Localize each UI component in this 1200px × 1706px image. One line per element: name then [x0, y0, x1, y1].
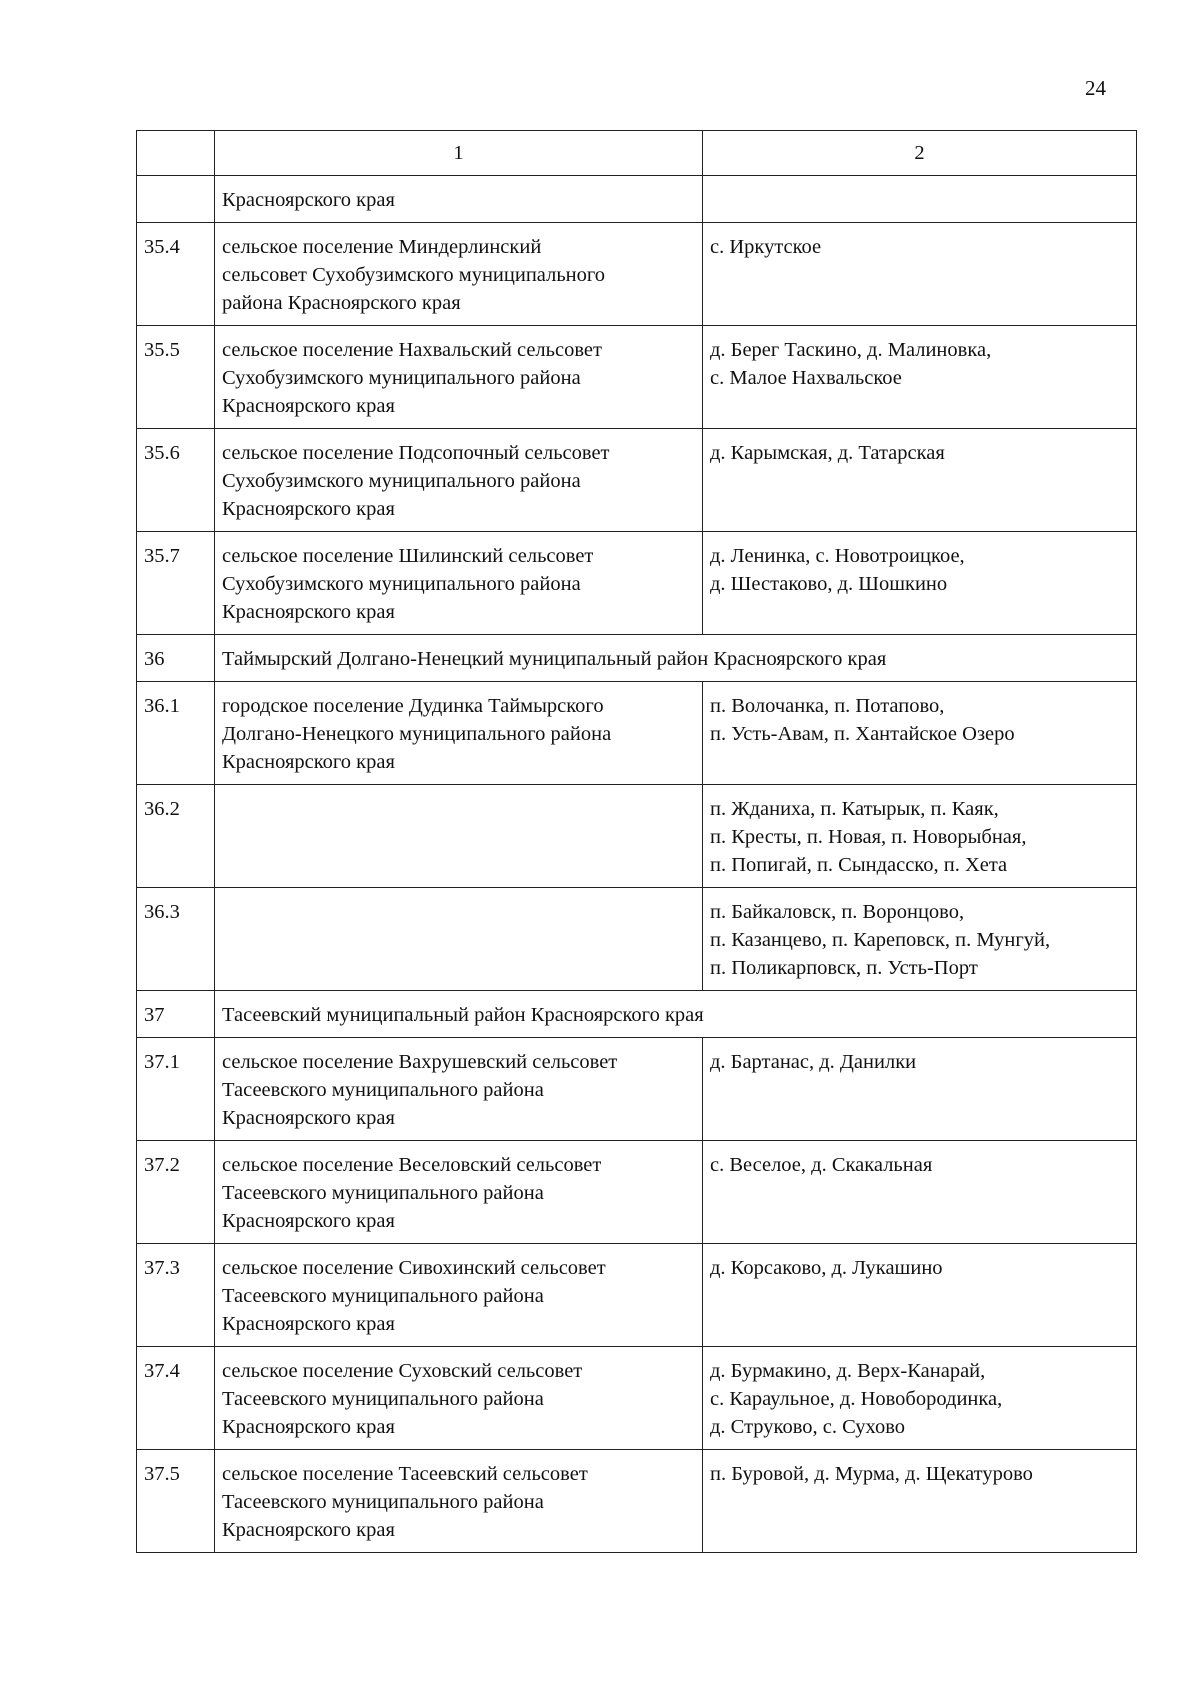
municipality-name-line: Сухобузимского муниципального района — [222, 573, 581, 595]
table-row — [137, 991, 1137, 1038]
row-number-cell: 35.4 — [137, 223, 215, 326]
settlements-line: п. Кресты, п. Новая, п. Новорыбная, — [710, 826, 1027, 848]
municipality-name-line: сельсовет Сухобузимского муниципального — [222, 264, 606, 286]
municipality-name-cell — [215, 1347, 703, 1450]
settlements-cell — [703, 1038, 1137, 1141]
municipality-name-line: Красноярского края — [222, 1519, 395, 1541]
settlements-line: п. Буровой, д. Мурма, д. Щекатурово — [710, 1463, 1033, 1485]
row-number-cell: 36.1 — [137, 682, 215, 785]
row-number-cell: 36.2 — [137, 785, 215, 888]
municipality-name-line: Тасеевского муниципального района — [222, 1285, 544, 1307]
table-row — [137, 532, 1137, 635]
settlements-line: п. Попигай, п. Сындасско, п. Хета — [710, 854, 1008, 876]
row-number-cell: 37.3 — [137, 1244, 215, 1347]
municipality-name-line: сельское поселение Тасеевский сельсовет — [222, 1463, 588, 1485]
table-row — [137, 326, 1137, 429]
settlements-cell — [703, 1347, 1137, 1450]
table-row — [137, 888, 1137, 991]
municipality-name-line: Красноярского края — [222, 1107, 395, 1129]
table-row — [137, 1038, 1137, 1141]
municipality-name-cell — [215, 176, 703, 223]
district-name-cell: Тасеевский муниципальный район Красноярского края — [215, 991, 1137, 1038]
municipality-name-cell — [215, 1038, 703, 1141]
settlements-cell — [703, 682, 1137, 785]
settlements-line: с. Веселое, д. Скакальная — [710, 1154, 933, 1176]
municipality-name-line: Красноярского края — [222, 189, 395, 211]
municipality-name-line: Красноярского края — [222, 1210, 395, 1232]
settlements-line: д. Струково, с. Сухово — [710, 1416, 906, 1438]
municipality-name-line: сельское поселение Шилинский сельсовет — [222, 545, 594, 567]
header-cell-1: 1 — [215, 131, 703, 176]
municipality-name-line: сельское поселение Нахвальский сельсовет — [222, 339, 602, 361]
table-row — [137, 682, 1137, 785]
header-cell-empty — [137, 131, 215, 176]
settlements-cell — [703, 532, 1137, 635]
settlements-line: д. Карымская, д. Татарская — [710, 442, 945, 464]
municipality-name-cell — [215, 429, 703, 532]
settlements-line: с. Караульное, д. Новобородинка, — [710, 1388, 1003, 1410]
municipality-name-line: сельское поселение Миндерлинский — [222, 236, 542, 258]
settlements-line: д. Бартанас, д. Данилки — [710, 1051, 917, 1073]
settlements-line: п. Усть-Авам, п. Хантайское Озеро — [710, 723, 1015, 745]
municipality-name-line: Красноярского края — [222, 498, 395, 520]
municipality-name-cell — [215, 1141, 703, 1244]
row-number-cell: 37.1 — [137, 1038, 215, 1141]
table-row — [137, 176, 1137, 223]
district-name-cell: Таймырский Долгано-Ненецкий муниципальный район Красноярского края — [215, 635, 1137, 682]
municipality-name-line: Сухобузимского муниципального района — [222, 470, 581, 492]
municipality-name-cell — [215, 326, 703, 429]
municipality-name-line: сельское поселение Сивохинский сельсовет — [222, 1257, 606, 1279]
settlements-cell — [703, 888, 1137, 991]
settlements-cell — [703, 176, 1137, 223]
row-number-cell: 35.5 — [137, 326, 215, 429]
municipality-name-line: сельское поселение Веселовский сельсовет — [222, 1154, 602, 1176]
table-body — [137, 131, 1137, 1553]
settlements-line: п. Байкаловск, п. Воронцово, — [710, 901, 965, 923]
settlements-line: д. Бурмакино, д. Верх-Канарай, — [710, 1360, 986, 1382]
municipality-name-cell — [215, 682, 703, 785]
row-number-cell: 36.3 — [137, 888, 215, 991]
municipality-name-line: сельское поселение Вахрушевский сельсовет — [222, 1051, 618, 1073]
row-number-cell: 35.7 — [137, 532, 215, 635]
municipality-name-line: Красноярского края — [222, 1416, 395, 1438]
settlements-cell — [703, 785, 1137, 888]
municipality-name-cell — [215, 1244, 703, 1347]
table-row — [137, 223, 1137, 326]
municipality-name-line: сельское поселение Подсопочный сельсовет — [222, 442, 610, 464]
settlements-line: д. Шестаково, д. Шошкино — [710, 573, 948, 595]
settlements-line: д. Ленинка, с. Новотроицкое, — [710, 545, 965, 567]
settlements-cell — [703, 326, 1137, 429]
row-number-cell — [137, 176, 215, 223]
municipality-name-line: Красноярского края — [222, 601, 395, 623]
municipality-name-line: Красноярского края — [222, 1313, 395, 1335]
municipality-name-line: городское поселение Дудинка Таймырского — [222, 695, 604, 717]
table-row — [137, 1141, 1137, 1244]
header-cell-2: 2 — [703, 131, 1137, 176]
municipality-name-cell — [215, 1450, 703, 1553]
municipality-name-line: сельское поселение Суховский сельсовет — [222, 1360, 583, 1382]
municipality-name-cell — [215, 888, 703, 991]
municipality-name-line: Долгано-Ненецкого муниципального района — [222, 723, 612, 745]
table-row — [137, 429, 1137, 532]
municipality-name-cell — [215, 785, 703, 888]
settlements-cell — [703, 1141, 1137, 1244]
table-row — [137, 635, 1137, 682]
table-row — [137, 1450, 1137, 1553]
municipality-name-cell — [215, 532, 703, 635]
municipality-name-cell — [215, 223, 703, 326]
page-number: 24 — [1085, 76, 1106, 100]
table-header-row — [137, 131, 1137, 176]
row-number-cell: 36 — [137, 635, 215, 682]
settlements-cell — [703, 429, 1137, 532]
table-row — [137, 785, 1137, 888]
municipality-name-line: Сухобузимского муниципального района — [222, 367, 581, 389]
table-row — [137, 1347, 1137, 1450]
row-number-cell: 37.2 — [137, 1141, 215, 1244]
settlements-cell — [703, 1450, 1137, 1553]
settlements-line: п. Волочанка, п. Потапово, — [710, 695, 945, 717]
settlements-line: п. Поликарповск, п. Усть-Порт — [710, 957, 978, 979]
row-number-cell: 37.4 — [137, 1347, 215, 1450]
municipality-name-line: Красноярского края — [222, 751, 395, 773]
municipality-name-line: Тасеевского муниципального района — [222, 1182, 544, 1204]
settlements-line: п. Казанцево, п. Кареповск, п. Мунгуй, — [710, 929, 1051, 951]
settlements-line: п. Жданиха, п. Катырык, п. Каяк, — [710, 798, 999, 820]
settlements-cell — [703, 1244, 1137, 1347]
settlements-line: д. Корсаково, д. Лукашино — [710, 1257, 943, 1279]
settlements-cell — [703, 223, 1137, 326]
table-row — [137, 1244, 1137, 1347]
settlements-line: д. Берег Таскино, д. Малиновка, — [710, 339, 992, 361]
municipality-name-line: района Красноярского края — [222, 292, 461, 314]
row-number-cell: 37 — [137, 991, 215, 1038]
municipality-name-line: Тасеевского муниципального района — [222, 1491, 544, 1513]
municipality-name-line: Тасеевского муниципального района — [222, 1388, 544, 1410]
municipality-name-line: Красноярского края — [222, 395, 395, 417]
settlements-table — [136, 130, 1137, 1553]
row-number-cell: 35.6 — [137, 429, 215, 532]
settlements-line: с. Иркутское — [710, 236, 822, 258]
settlements-line: с. Малое Нахвальское — [710, 367, 902, 389]
municipality-name-line: Тасеевского муниципального района — [222, 1079, 544, 1101]
row-number-cell: 37.5 — [137, 1450, 215, 1553]
